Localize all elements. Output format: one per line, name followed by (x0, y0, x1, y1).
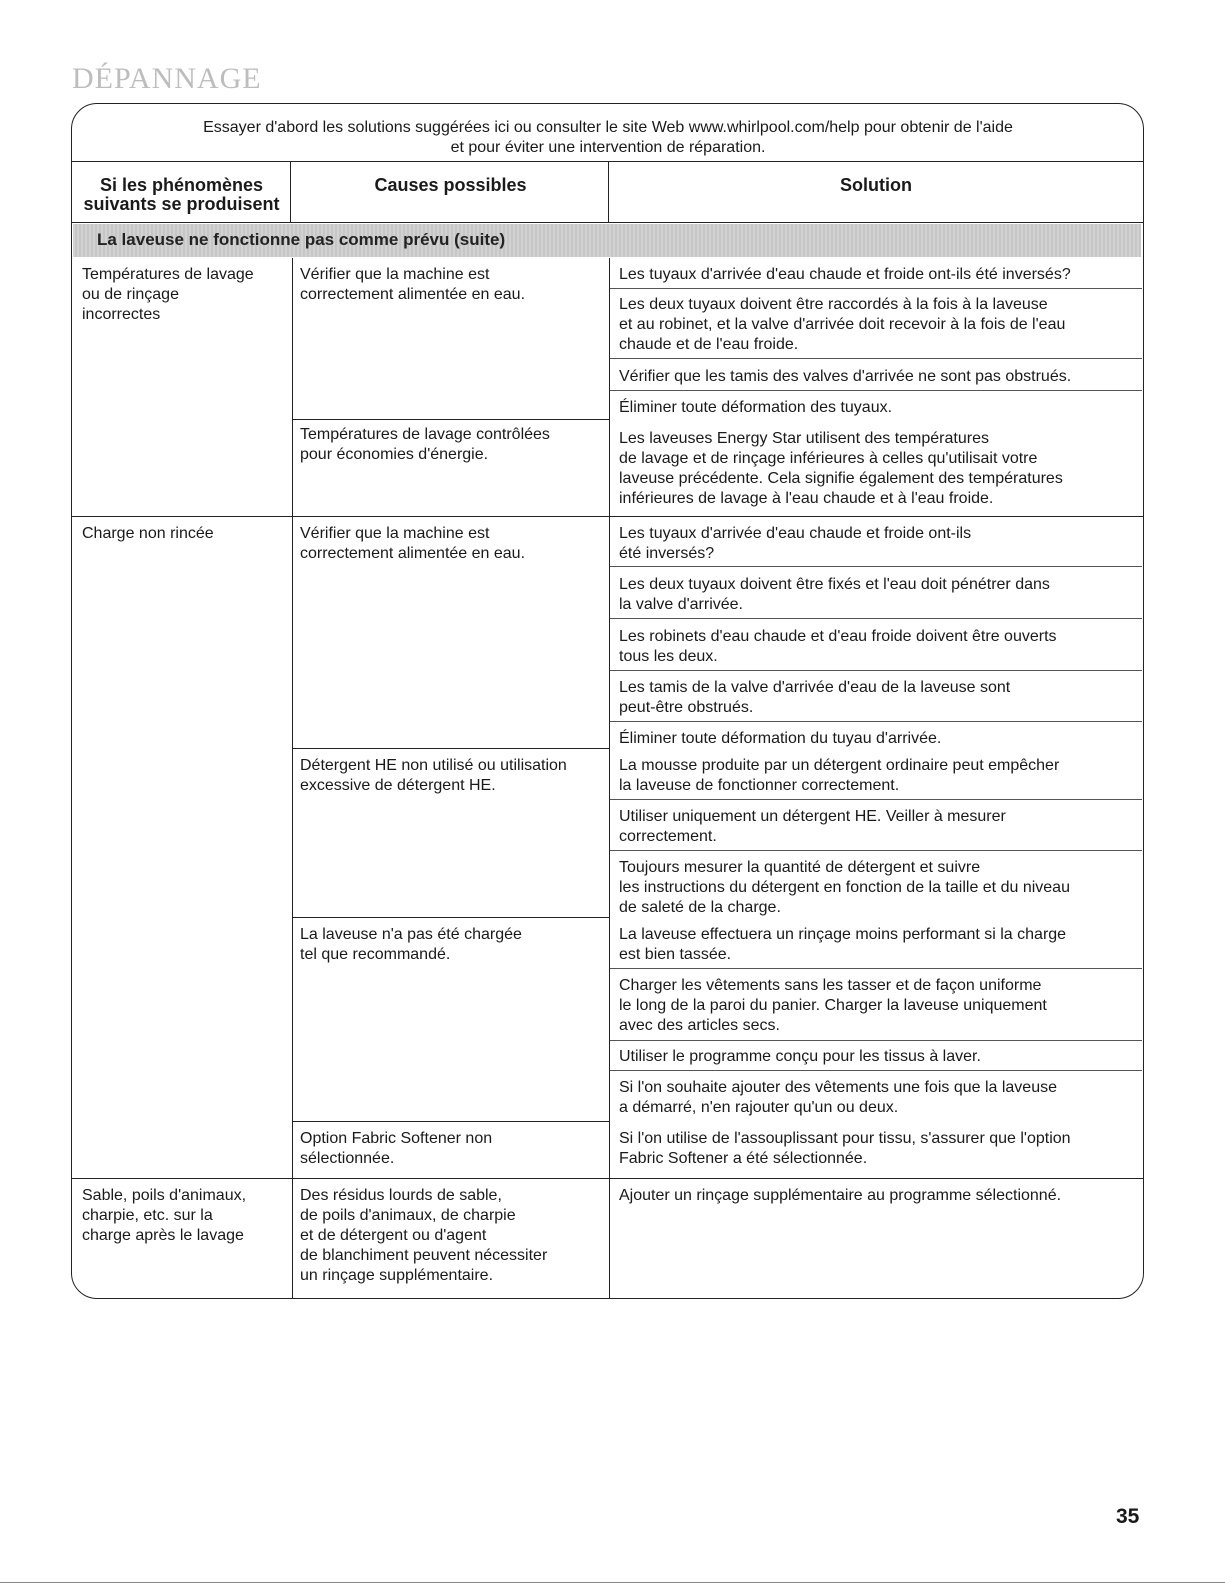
solution-cell-line: tous les deux. (619, 648, 718, 665)
solution-cell-line: Les deux tuyaux doivent être raccordés à la fois à la laveuse (619, 296, 1048, 313)
solution-cell-line: Vérifier que les tamis des valves d'arrivée ne sont pas obstrués. (619, 368, 1072, 385)
solution-cell (619, 265, 1141, 285)
symptom-cell-line: Sable, poils d'animaux, (82, 1187, 247, 1204)
cause-cell-line: excessive de détergent HE. (300, 777, 496, 794)
cause-cell-line: pour économies d'énergie. (300, 446, 489, 463)
solution-cell-line: est bien tassée. (619, 946, 732, 963)
solution-divider (610, 1040, 1142, 1041)
symptom-cell (82, 1186, 287, 1246)
cause-divider (293, 748, 609, 749)
solution-cell-line: Éliminer toute déformation du tuyau d'arrivée. (619, 730, 942, 747)
cause-divider (293, 1121, 609, 1122)
solution-cell-line: Charger les vêtements sans les tasser et de façon uniforme (619, 977, 1042, 994)
solution-cell (619, 524, 1141, 564)
solution-cell (619, 678, 1141, 718)
solution-cell-line: de saleté de la charge. (619, 899, 781, 916)
header-symptom (74, 176, 289, 214)
solution-cell-line: correctement. (619, 828, 717, 845)
cause-divider (293, 419, 609, 420)
solution-cell-line: les instructions du détergent en fonction de la taille et du niveau (619, 879, 1070, 896)
cause-cell (300, 756, 605, 796)
solution-cell-line: Utiliser le programme conçu pour les tissus à laver. (619, 1048, 981, 1065)
solution-cell (619, 858, 1141, 918)
solution-cell-line: de lavage et de rinçage inférieures à celles qu'utilisait votre (619, 450, 1038, 467)
solution-cell-line: Ajouter un rinçage supplémentaire au programme sélectionné. (619, 1187, 1062, 1204)
solution-cell (619, 367, 1141, 387)
cause-cell (300, 925, 605, 965)
intro-line-2: et pour éviter une intervention de réparation. (450, 139, 766, 156)
cause-cell (300, 1129, 605, 1169)
solution-cell (619, 807, 1141, 847)
cause-cell (300, 524, 605, 564)
cause-cell-line: et de détergent ou d'agent (300, 1227, 487, 1244)
solution-cell-line: Si l'on utilise de l'assouplissant pour tissu, s'assurer que l'option (619, 1130, 1071, 1147)
solution-cell-line: a démarré, n'en rajouter qu'un ou deux. (619, 1099, 899, 1116)
cause-cell-line: sélectionnée. (300, 1150, 395, 1167)
symptom-cell-line: Charge non rincée (82, 525, 214, 542)
solution-cell (619, 1186, 1141, 1206)
solution-cell (619, 925, 1141, 965)
solution-cell (619, 1047, 1141, 1067)
header-divider-2 (608, 161, 609, 223)
row-divider (72, 516, 1143, 517)
solution-cell-line: la laveuse de fonctionner correctement. (619, 777, 900, 794)
header-symptom-line-1: Si les phénomènes (99, 175, 264, 195)
solution-cell-line: chaude et de l'eau froide. (619, 336, 799, 353)
page-number: 35 (1116, 1505, 1140, 1528)
solution-divider (610, 670, 1142, 671)
solution-cell-line: Éliminer toute déformation des tuyaux. (619, 399, 893, 416)
intro-text (73, 118, 1143, 158)
solution-cell (619, 398, 1141, 418)
solution-divider (610, 1070, 1142, 1071)
symptom-cell-line: ou de rinçage (82, 286, 179, 303)
cause-cell-line: de poils d'animaux, de charpie (300, 1207, 516, 1224)
solution-cell (619, 756, 1141, 796)
column-divider-1 (292, 258, 293, 1298)
solution-cell-line: et au robinet, et la valve d'arrivée doit recevoir à la fois de l'eau (619, 316, 1066, 333)
solution-cell (619, 627, 1141, 667)
cause-cell-line: Températures de lavage contrôlées (300, 426, 550, 443)
solution-cell-line: le long de la paroi du panier. Charger la laveuse uniquement (619, 997, 1047, 1014)
solution-cell-line: laveuse précédente. Cela signifie également des températures (619, 470, 1063, 487)
cause-cell (300, 265, 605, 305)
solution-cell-line: Les deux tuyaux doivent être fixés et l'eau doit pénétrer dans (619, 576, 1050, 593)
solution-cell (619, 729, 1141, 749)
solution-cell-line: Fabric Softener a été sélectionnée. (619, 1150, 868, 1167)
solution-cell-line: Les laveuses Energy Star utilisent des températures (619, 430, 989, 447)
solution-cell (619, 1129, 1141, 1169)
solution-cell-line: La laveuse effectuera un rinçage moins performant si la charge (619, 926, 1067, 943)
cause-divider (293, 917, 609, 918)
solution-cell-line: Toujours mesurer la quantité de détergent et suivre (619, 859, 981, 876)
cause-cell-line: correctement alimentée en eau. (300, 286, 526, 303)
symptom-cell (82, 524, 287, 544)
symptom-cell (82, 265, 287, 325)
solution-cell-line: été inversés? (619, 545, 715, 562)
solution-divider (610, 721, 1142, 722)
cause-cell-line: Détergent HE non utilisé ou utilisation (300, 757, 567, 774)
cause-cell-line: Option Fabric Softener non (300, 1130, 493, 1147)
symptom-cell-line: incorrectes (82, 306, 161, 323)
solution-cell-line: Les robinets d'eau chaude et d'eau froide doivent être ouverts (619, 628, 1057, 645)
cause-cell-line: de blanchiment peuvent nécessiter (300, 1247, 548, 1264)
solution-divider (610, 566, 1142, 567)
cause-cell-line: La laveuse n'a pas été chargée (300, 926, 522, 943)
symptom-cell-line: Températures de lavage (82, 266, 254, 283)
solution-divider (610, 968, 1142, 969)
page-bottom-rule (0, 1582, 1225, 1583)
page-title: DÉPANNAGE (72, 62, 262, 95)
solution-cell (619, 295, 1141, 355)
solution-divider (610, 618, 1142, 619)
solution-cell-line: la valve d'arrivée. (619, 596, 743, 613)
solution-cell-line: Si l'on souhaite ajouter des vêtements une fois que la laveuse (619, 1079, 1057, 1096)
solution-cell-line: Les tuyaux d'arrivée d'eau chaude et froide ont-ils été inversés? (619, 266, 1071, 283)
solution-cell-line: Les tuyaux d'arrivée d'eau chaude et froide ont-ils (619, 525, 972, 542)
cause-cell-line: un rinçage supplémentaire. (300, 1267, 494, 1284)
cause-cell-line: Vérifier que la machine est (300, 525, 490, 542)
column-divider-2 (609, 258, 610, 1298)
solution-divider (610, 799, 1142, 800)
solution-cell-line: Utiliser uniquement un détergent HE. Veiller à mesurer (619, 808, 1006, 825)
cause-cell-line: tel que recommandé. (300, 946, 451, 963)
solution-cell-line: avec des articles secs. (619, 1017, 780, 1034)
solution-cell (619, 429, 1141, 509)
header-symptom-line-2: suivants se produisent (83, 194, 280, 214)
header-divider-1 (290, 161, 291, 223)
solution-cell (619, 1078, 1141, 1118)
header-solution: Solution (840, 175, 912, 195)
solution-cell (619, 976, 1141, 1036)
cause-cell-line: correctement alimentée en eau. (300, 545, 526, 562)
symptom-cell-line: charpie, etc. sur la (82, 1207, 213, 1224)
header-causes: Causes possibles (374, 175, 527, 195)
cause-cell (300, 425, 605, 465)
cause-cell-line: Vérifier que la machine est (300, 266, 490, 283)
solution-divider (610, 390, 1142, 391)
solution-divider (610, 288, 1142, 289)
solution-cell (619, 575, 1141, 615)
solution-cell-line: Les tamis de la valve d'arrivée d'eau de la laveuse sont (619, 679, 1011, 696)
symptom-cell-line: charge après le lavage (82, 1227, 244, 1244)
solution-divider (610, 358, 1142, 359)
solution-cell-line: La mousse produite par un détergent ordinaire peut empêcher (619, 757, 1060, 774)
solution-divider (610, 850, 1142, 851)
cause-cell (300, 1186, 605, 1286)
intro-line-1: Essayer d'abord les solutions suggérées ici ou consulter le site Web www.whirlpool.com/help pour obtenir de l'aide (203, 119, 1013, 136)
solution-cell-line: peut-être obstrués. (619, 699, 754, 716)
cause-cell-line: Des résidus lourds de sable, (300, 1187, 502, 1204)
row-divider (72, 1178, 1143, 1179)
section-label: La laveuse ne fonctionne pas comme prévu (suite) (97, 230, 506, 249)
solution-cell-line: inférieures de lavage à l'eau chaude et à l'eau froide. (619, 490, 994, 507)
